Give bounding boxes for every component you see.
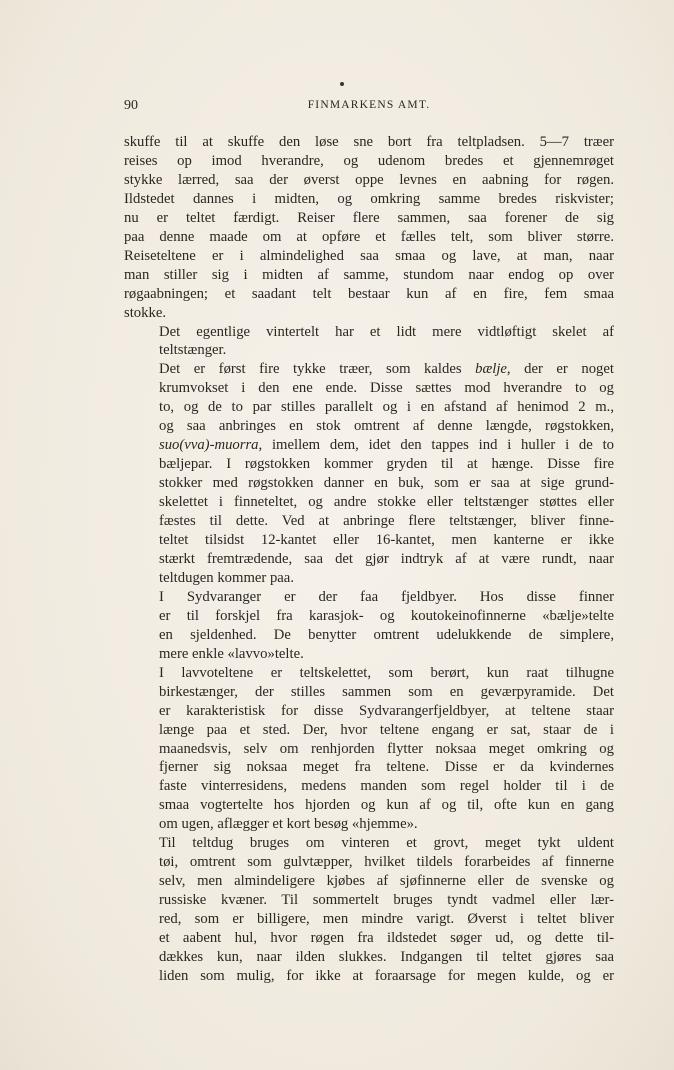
text-line: er til forskjel fra karasjok- og koutokeinofinnerne «bælje»telte bbox=[159, 607, 614, 624]
ink-speck bbox=[340, 82, 344, 86]
text-line: russiske kvæner. Til sommertelt bruges tyndt vadmel eller lær- bbox=[159, 892, 614, 909]
paragraph bbox=[124, 588, 614, 664]
running-title: FINMARKENS AMT. bbox=[307, 99, 431, 111]
text-line: en sjeldenhed. De benytter omtrent udelukkende de simplere, bbox=[159, 626, 614, 643]
text-line: stykke lærred, saa der øverst oppe levnes en aabning for røgen. bbox=[124, 171, 614, 188]
text-line: røgaabningen; et saadant telt bestaar kun af en fire, fem smaa bbox=[124, 285, 614, 302]
text-line: dækkes kun, naar ilden slukkes. Indgangen til teltet gjøres saa bbox=[159, 948, 614, 965]
text-line: selv, men almindeligere kjøbes af sjøfinnerne eller de svenske og bbox=[159, 873, 614, 890]
text-line: teltet tilsidst 12-kantet eller 16-kantet, men kanterne er ikke bbox=[159, 532, 614, 549]
body-text bbox=[124, 133, 614, 986]
text-line: fæstes til dette. Ved at anbringe flere teltstænger, bliver finne- bbox=[159, 513, 614, 530]
text-line: Reiseteltene er i almindelighed saa smaa og lave, at man, naar bbox=[124, 247, 614, 264]
text-line: red, som er billigere, men mindre varigt. Øverst i teltet bliver bbox=[159, 911, 614, 928]
italic-term: bælje bbox=[475, 361, 507, 378]
text-line: er karakteristisk for disse Sydvarangerfjeldbyer, at teltene staar bbox=[159, 702, 614, 719]
text-line: nu er teltet færdigt. Reiser flere sammen, saa forener de sig bbox=[124, 209, 614, 226]
text-line: I Sydvaranger er der faa fjeldbyer. Hos disse finner bbox=[159, 588, 614, 605]
text-line: Ildstedet dannes i midten, og omkring samme bredes riskvister; bbox=[124, 190, 614, 207]
text-line: fjerner sig noksaa meget fra teltene. Disse er da kvindernes bbox=[159, 759, 614, 776]
text-line: I lavvoteltene er teltskelettet, som berørt, kun raat tilhugne bbox=[159, 664, 614, 681]
text-line: teltstænger. bbox=[159, 342, 227, 359]
text-line: krumvokset i den ene ende. Disse sættes mod hverandre to og bbox=[159, 380, 614, 397]
text-line: og saa anbringes en stok omtrent af denne længde, røgstokken, bbox=[159, 418, 614, 435]
text-line: om ugen, aflægger et kort besøg «hjemme». bbox=[159, 816, 418, 833]
text-line: faste vinterresidens, medens manden som regel holder til i de bbox=[159, 778, 614, 795]
text-line: paa denne maade om at opføre et fælles telt, som bliver større. bbox=[124, 228, 614, 245]
text-line: skelettet i finneteltet, og andre stokke eller teltstænger støttes eller bbox=[159, 494, 614, 511]
italic-term: suo(vva)-muorra bbox=[159, 437, 259, 454]
text-line: bæljepar. I røgstokken kommer gryden til at hænge. Disse fire bbox=[159, 456, 614, 473]
paragraph bbox=[124, 360, 614, 587]
text-line: Det er først fire tykke træer, som kaldes bælje, der er noget bbox=[159, 361, 614, 378]
text-line: stærkt fremtrædende, saa det gjør indtryk af at være rundt, naar bbox=[159, 550, 614, 567]
text-line: stokke. bbox=[124, 304, 167, 321]
text-line: skuffe til at skuffe den løse sne bort fra teltpladsen. 5—7 træer bbox=[124, 134, 614, 150]
text-line: reises op imod hverandre, og udenom bredes et gjennemrøget bbox=[124, 152, 614, 169]
text-line: længe paa et sted. Der, hvor teltene engang er sat, staar de i bbox=[159, 721, 614, 738]
text-line: mere enkle «lavvo»telte. bbox=[159, 645, 304, 662]
text-line: liden som mulig, for ikke at foraarsage for megen kulde, og er bbox=[159, 967, 614, 984]
page-number: 90 bbox=[124, 98, 138, 113]
text-line: to, og de to par stilles parallelt og i en afstand af henimod 2 m., bbox=[159, 399, 614, 416]
text-line: stokker med røgstokken danner en buk, som er saa at sige grund- bbox=[159, 475, 614, 492]
text-line: Det egentlige vintertelt har et lidt mere vidtløftigt skelet af bbox=[159, 323, 614, 340]
text-line: birkestænger, der stilles sammen som en geværpyramide. Det bbox=[159, 683, 614, 700]
paragraph bbox=[124, 133, 614, 323]
text-line: maanedsvis, selv om renhjorden flytter noksaa meget omkring og bbox=[159, 740, 614, 757]
paragraph bbox=[124, 834, 614, 986]
text-line: et aabent hul, hvor røgen fra ildstedet søger ud, og dette til- bbox=[159, 930, 614, 947]
paragraph bbox=[124, 664, 614, 835]
running-header bbox=[124, 98, 614, 116]
text-line: tøi, omtrent som gulvtæpper, hvilket tildels forarbeides af finnerne bbox=[159, 854, 614, 871]
text-line: man stiller sig i midten af samme, stundom naar endog op over bbox=[124, 266, 614, 283]
text-line: smaa vogtertelte hos hjorden og kun af og til, ofte kun en gang bbox=[159, 797, 614, 814]
text-line: Til teltdug bruges om vinteren et grovt, meget tykt uldent bbox=[159, 835, 614, 852]
text-line: suo(vva)-muorra, imellem dem, idet den tappes ind i huller i de to bbox=[159, 437, 614, 454]
text-line: teltdugen kommer paa. bbox=[159, 569, 294, 586]
paragraph bbox=[124, 323, 614, 361]
